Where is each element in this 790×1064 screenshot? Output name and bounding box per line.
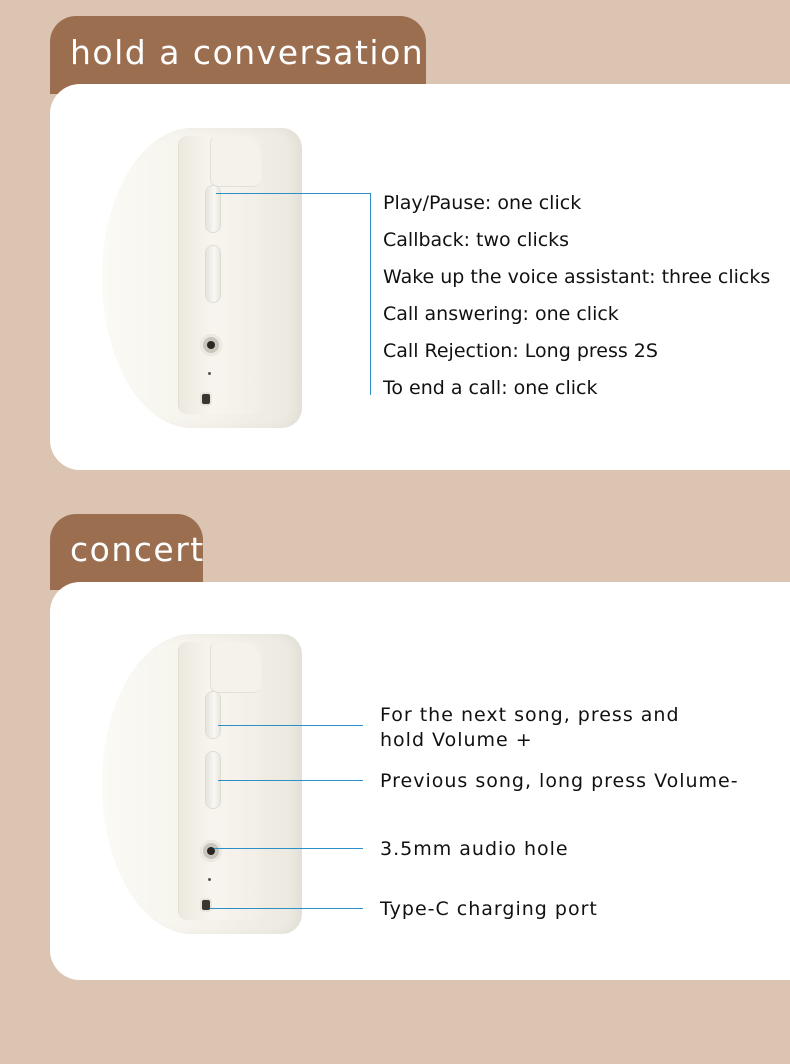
label-audio-hole: 3.5mm audio hole — [380, 838, 569, 860]
control-end-call: To end a call: one click — [383, 377, 598, 399]
label-next-song-line2: hold Volume + — [380, 729, 533, 751]
label-previous-song: Previous song, long press Volume- — [380, 770, 739, 792]
control-voice-assistant: Wake up the voice assistant: three clicks — [383, 266, 771, 288]
conversation-card — [50, 84, 790, 470]
section-title-concert: concert — [50, 514, 203, 590]
callout-line — [216, 193, 371, 194]
volume-down-button-illustration — [206, 246, 220, 302]
callout-line-audio-hole — [214, 848, 363, 849]
callout-line — [370, 193, 371, 395]
callout-line-charging-port — [210, 908, 363, 909]
control-call-answering: Call answering: one click — [383, 303, 619, 325]
callout-line-volume-down — [218, 780, 363, 781]
usb-c-port-illustration — [202, 900, 210, 910]
audio-jack-illustration — [200, 840, 222, 862]
callout-line-volume-up — [218, 725, 363, 726]
audio-jack-illustration — [200, 334, 222, 356]
label-next-song-line1: For the next song, press and — [380, 704, 680, 726]
indicator-dot — [208, 372, 211, 375]
label-charging-port: Type-C charging port — [380, 898, 598, 920]
section-title-conversation: hold a conversation — [50, 16, 426, 94]
control-play-pause: Play/Pause: one click — [383, 192, 582, 214]
control-callback: Callback: two clicks — [383, 229, 570, 251]
usb-c-port-illustration — [202, 394, 210, 404]
control-call-rejection: Call Rejection: Long press 2S — [383, 340, 658, 362]
concert-card — [50, 582, 790, 980]
volume-up-button-illustration — [206, 692, 220, 738]
indicator-dot — [208, 878, 211, 881]
